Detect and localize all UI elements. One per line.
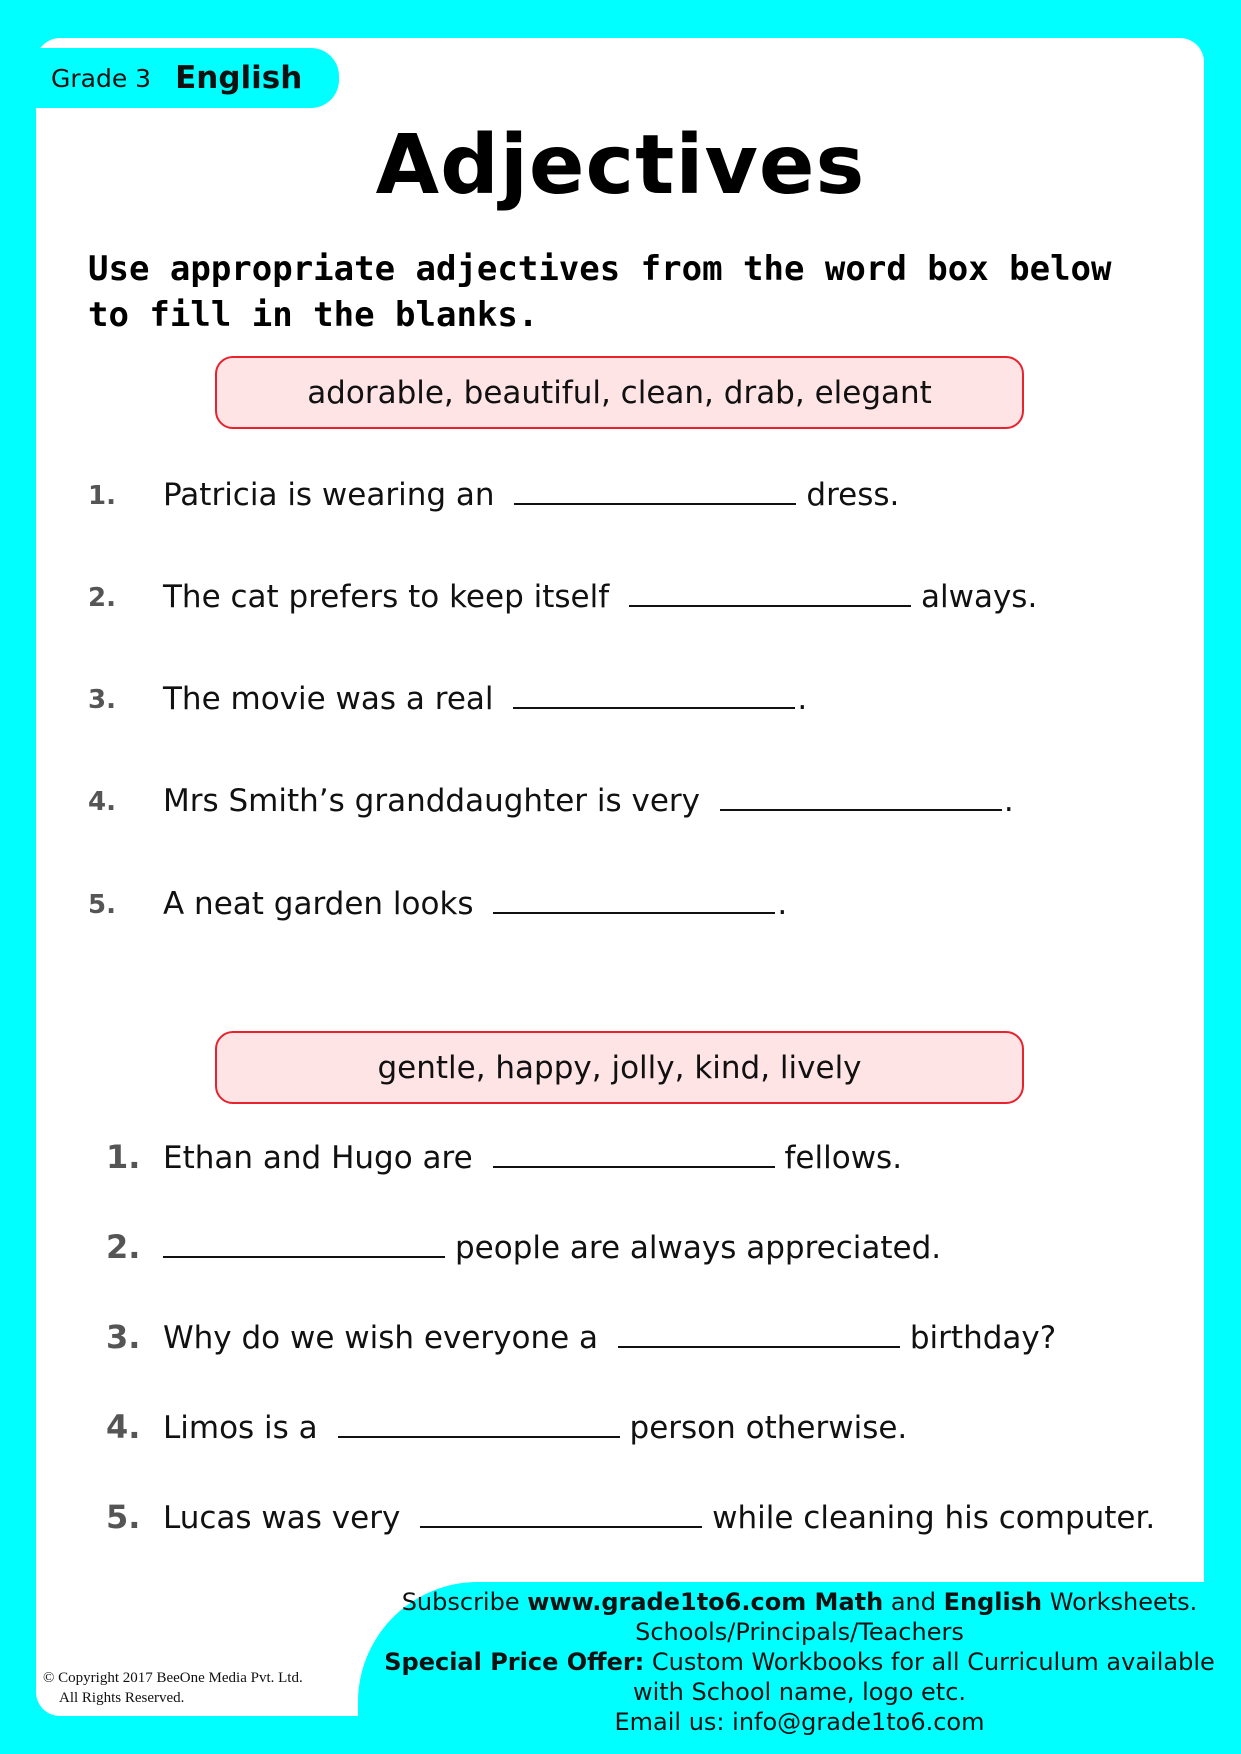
item-sentence: people are always appreciated. [163,1228,941,1266]
answer-blank[interactable] [618,1318,900,1348]
website-link[interactable]: www.grade1to6.com Math [527,1588,884,1616]
instructions: Use appropriate adjectives from the word box below to fill in the blanks. [88,249,1112,335]
exercise-1-item-5 [0,884,1241,934]
answer-blank[interactable] [493,884,775,914]
exercise-1-item-4 [0,781,1241,831]
answer-blank[interactable] [163,1228,445,1258]
answer-blank[interactable] [513,679,795,709]
item-number: 4. [88,787,116,817]
item-number: 3. [88,685,116,715]
audience-line: Schools/Principals/Teachers [635,1618,964,1646]
exercise-1-item-1 [0,475,1241,525]
exercise-2-item-3 [0,1318,1241,1368]
copyright-notice: © Copyright 2017 BeeOne Media Pvt. Ltd. All Rights Reserved. [43,1670,303,1706]
exercise-2-item-5 [0,1498,1241,1548]
word-box-1: adorable, beautiful, clean, drab, elegant [215,356,1024,429]
word-box-2: gentle, happy, jolly, kind, lively [215,1031,1024,1104]
item-sentence: Lucas was very while cleaning his computer. [163,1500,1156,1536]
item-number: 5. [88,890,116,920]
answer-blank[interactable] [720,781,1002,811]
subscribe-line: Subscribe www.grade1to6.com Math and English Worksheets. [401,1588,1198,1616]
item-sentence: The cat prefers to keep itself always. [163,579,1038,615]
exercise-2-item-1 [0,1138,1241,1188]
item-sentence: Why do we wish everyone a birthday? [163,1320,1057,1356]
item-sentence: Limos is a person otherwise. [163,1410,908,1446]
item-number: 2. [88,583,116,613]
item-sentence: Mrs Smith’s granddaughter is very . [163,783,1014,819]
grade-label: Grade 3 [51,63,152,93]
exercise-1-item-2 [0,577,1241,627]
answer-blank[interactable] [629,577,911,607]
item-number: 3. [106,1318,141,1356]
item-number: 4. [106,1408,141,1446]
answer-blank[interactable] [338,1408,620,1438]
answer-blank[interactable] [493,1138,775,1168]
item-number: 5. [106,1498,141,1536]
grade-subject-tab [36,48,339,108]
offer-line: Special Price Offer: Custom Workbooks for all Curriculum available [384,1648,1215,1676]
item-number: 1. [106,1138,141,1176]
email-line[interactable]: Email us: info@grade1to6.com [614,1708,985,1736]
item-sentence: A neat garden looks . [163,886,788,922]
worksheet-title: Adjectives [375,118,866,213]
offer-line-2: with School name, logo etc. [632,1678,967,1706]
answer-blank[interactable] [514,475,796,505]
answer-blank[interactable] [420,1498,702,1528]
subscription-banner [358,1582,1241,1754]
exercise-2-item-2 [0,1228,1241,1278]
item-sentence: Ethan and Hugo are fellows. [163,1140,903,1176]
item-sentence: Patricia is wearing an dress. [163,477,900,513]
item-number: 2. [106,1228,141,1266]
exercise-1-item-3 [0,679,1241,729]
item-number: 1. [88,481,116,511]
item-sentence: The movie was a real . [163,681,808,717]
subject-label: English [175,60,303,96]
exercise-2-item-4 [0,1408,1241,1458]
